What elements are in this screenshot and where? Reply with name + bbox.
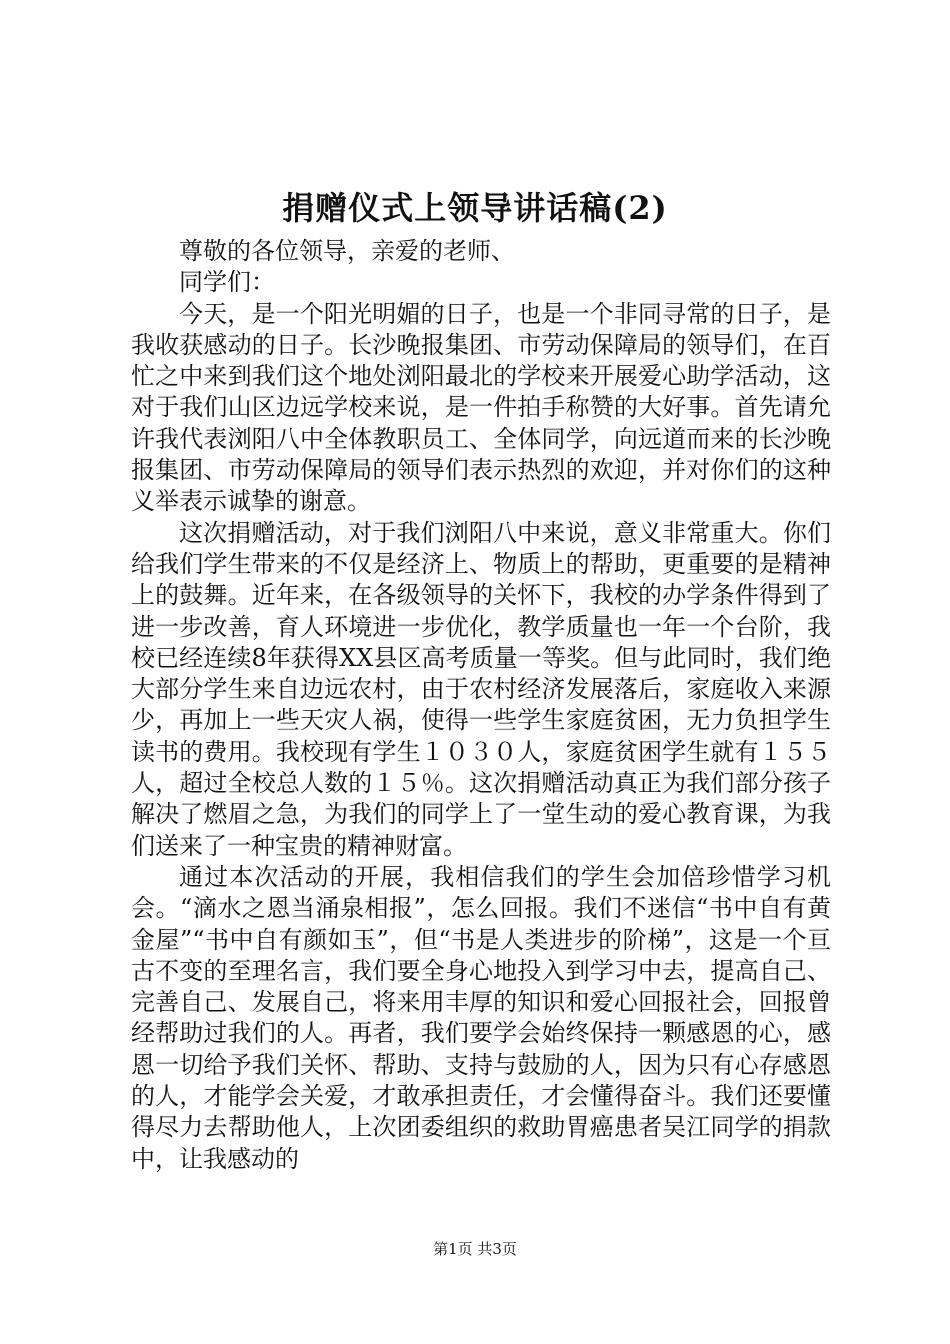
document-body — [131, 236, 831, 1175]
page-number-footer: 第1页 共3页 — [433, 1240, 517, 1258]
salutation-line: 同学们： — [179, 268, 275, 297]
body-paragraph: 今天，是一个阳光明媚的日子，也是一个非同寻常的日子，是我收获感动的日子。长沙晚报集团、市劳动保障局的领导们，在百忙之中来到我们这个地处浏阳最北的学校来开展爱心助学活动，这对于我们山区边远学校来说，是一件拍手称赞的大好事。首先请允许我代表浏阳八中全体教职员工、全体同学，向远道而来的长沙晚报集团、市劳动保障局的领导们表示热烈的欢迎，并对你们的这种义举表示诚挚的谢意。 — [131, 299, 831, 516]
page-title: 捐赠仪式上领导讲话稿(2) — [282, 189, 668, 227]
body-paragraph: 通过本次活动的开展，我相信我们的学生会加倍珍惜学习机会。“滴水之恩当涌泉相报”，怎么回报。我们不迷信“书中自有黄金屋”“书中自有颜如玉”，但“书是人类进步的阶梯”，这是一个亘古不变的至理名言，我们要全身心地投入到学习中去，提高自己、完善自己、发展自己，将来用丰厚的知识和爱心回报社会，回报曾经帮助过我们的人。再者，我们要学会始终保持一颗感恩的心，感恩一切给予我们关怀、帮助、支持与鼓励的人，因为只有心存感恩的人，才能学会关爱，才敢承担责任，才会懂得奋斗。我们还要懂得尽力去帮助他人，上次团委组织的救助胃癌患者吴江同学的捐款中，让我感动的 — [131, 862, 831, 1173]
body-paragraph: 这次捐赠活动，对于我们浏阳八中来说，意义非常重大。你们给我们学生带来的不仅是经济上、物质上的帮助，更重要的是精神上的鼓舞。近年来，在各级领导的关怀下，我校的办学条件得到了进一步改善，育人环境进一步优化，教学质量也一年一个台阶，我校已经连续8年获得XX县区高考质量一等奖。但与此同时，我们绝大部分学生来自边远农村，由于农村经济发展落后，家庭收入来源少，再加上一些天灾人祸，使得一些学生家庭贫困，无力负担学生读书的费用。我校现有学生１０３０人，家庭贫困学生就有１５５人，超过全校总人数的１５％。这次捐赠活动真正为我们部分孩子解决了燃眉之急，为我们的同学上了一堂生动的爱心教育课，为我们送来了一种宝贵的精神财富。 — [131, 518, 831, 860]
salutation-line: 尊敬的各位领导，亲爱的老师、 — [179, 237, 515, 265]
